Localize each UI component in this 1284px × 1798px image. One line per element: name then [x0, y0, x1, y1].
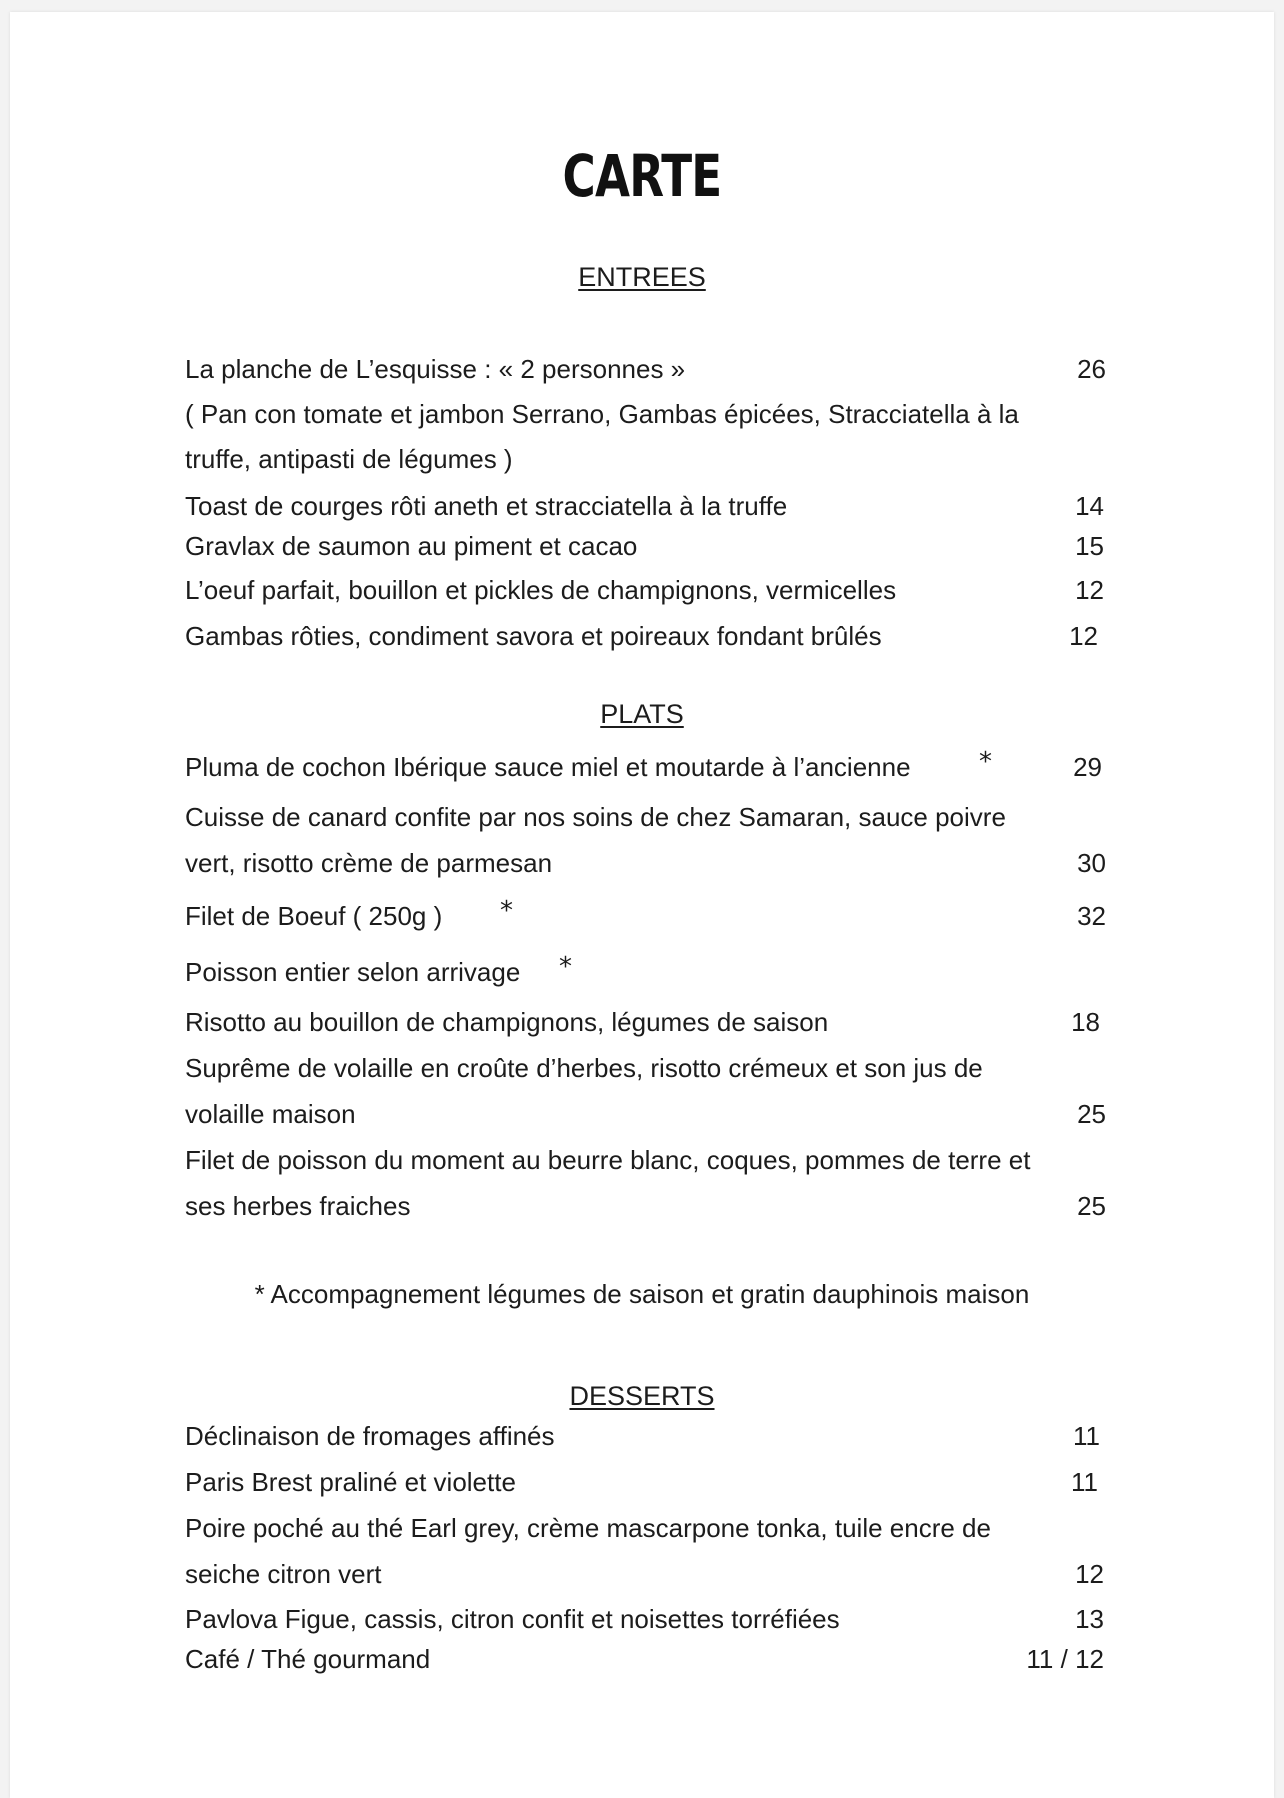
item-price: 25 — [1077, 1099, 1106, 1129]
item-price: 11 — [1071, 1467, 1098, 1497]
item-name: Risotto au bouillon de champignons, légumes de saison — [185, 1007, 829, 1037]
item-name: Gravlax de saumon au piment et cacao — [185, 531, 638, 561]
item-name: Paris Brest praliné et violette — [185, 1467, 516, 1497]
item-name: Toast de courges rôti aneth et stracciatella à la truffe — [185, 491, 788, 521]
item-name: Pluma de cochon Ibérique sauce miel et moutarde à l’ancienne — [185, 752, 911, 782]
item-name: Filet de Boeuf ( 250g ) — [185, 901, 443, 931]
menu-page — [10, 12, 1274, 1798]
item-price: 18 — [1071, 1007, 1100, 1037]
item-price: 15 — [1075, 531, 1104, 561]
item-name: Cuisse de canard confite par nos soins de chez Samaran, sauce poivre — [185, 802, 1006, 832]
item-name: La planche de L’esquisse : « 2 personnes » — [185, 354, 686, 384]
item-name: Gambas rôties, condiment savora et poireaux fondant brûlés — [185, 621, 882, 651]
item-price: 13 — [1075, 1604, 1104, 1634]
item-name: Déclinaison de fromages affinés — [185, 1421, 555, 1451]
item-name: Café / Thé gourmand — [185, 1644, 431, 1674]
section-heading-entrees: ENTREES — [578, 262, 706, 292]
item-name: L’oeuf parfait, bouillon et pickles de champignons, vermicelles — [185, 575, 897, 605]
item-name: Filet de poisson du moment au beurre blanc, coques, pommes de terre et — [185, 1145, 1031, 1175]
item-price: 29 — [1073, 752, 1102, 782]
item-description: truffe, antipasti de légumes ) — [185, 444, 513, 474]
item-description: ses herbes fraiches — [185, 1191, 411, 1221]
item-name: Pavlova Figue, cassis, citron confit et noisettes torréfiées — [185, 1604, 840, 1634]
item-name: Suprême de volaille en croûte d’herbes, risotto crémeux et son jus de — [185, 1053, 983, 1083]
page-title: CARTE — [562, 142, 722, 210]
item-price: 26 — [1077, 354, 1106, 384]
section-heading-desserts: DESSERTS — [569, 1381, 715, 1411]
asterisk-mark: * — [559, 952, 572, 982]
item-price: 14 — [1075, 491, 1104, 521]
asterisk-mark: * — [979, 747, 992, 777]
footnote-accompaniment: * Accompagnement légumes de saison et gratin dauphinois maison — [254, 1279, 1030, 1309]
item-name: Poire poché au thé Earl grey, crème mascarpone tonka, tuile encre de — [185, 1513, 991, 1543]
item-price: 12 — [1069, 621, 1098, 651]
item-price: 11 — [1073, 1421, 1100, 1451]
item-description: ( Pan con tomate et jambon Serrano, Gambas épicées, Stracciatella à la — [185, 399, 1019, 429]
item-price: 12 — [1075, 1559, 1104, 1589]
item-description: volaille maison — [185, 1099, 356, 1129]
item-price: 32 — [1077, 901, 1106, 931]
item-price: 30 — [1077, 848, 1106, 878]
item-price: 12 — [1075, 575, 1104, 605]
asterisk-mark: * — [500, 896, 513, 926]
item-price: 11 / 12 — [1026, 1644, 1104, 1674]
item-description: vert, risotto crème de parmesan — [185, 848, 553, 878]
section-heading-plats: PLATS — [600, 699, 684, 729]
item-price: 25 — [1077, 1191, 1106, 1221]
item-description: seiche citron vert — [185, 1559, 382, 1589]
item-name: Poisson entier selon arrivage — [185, 957, 521, 987]
